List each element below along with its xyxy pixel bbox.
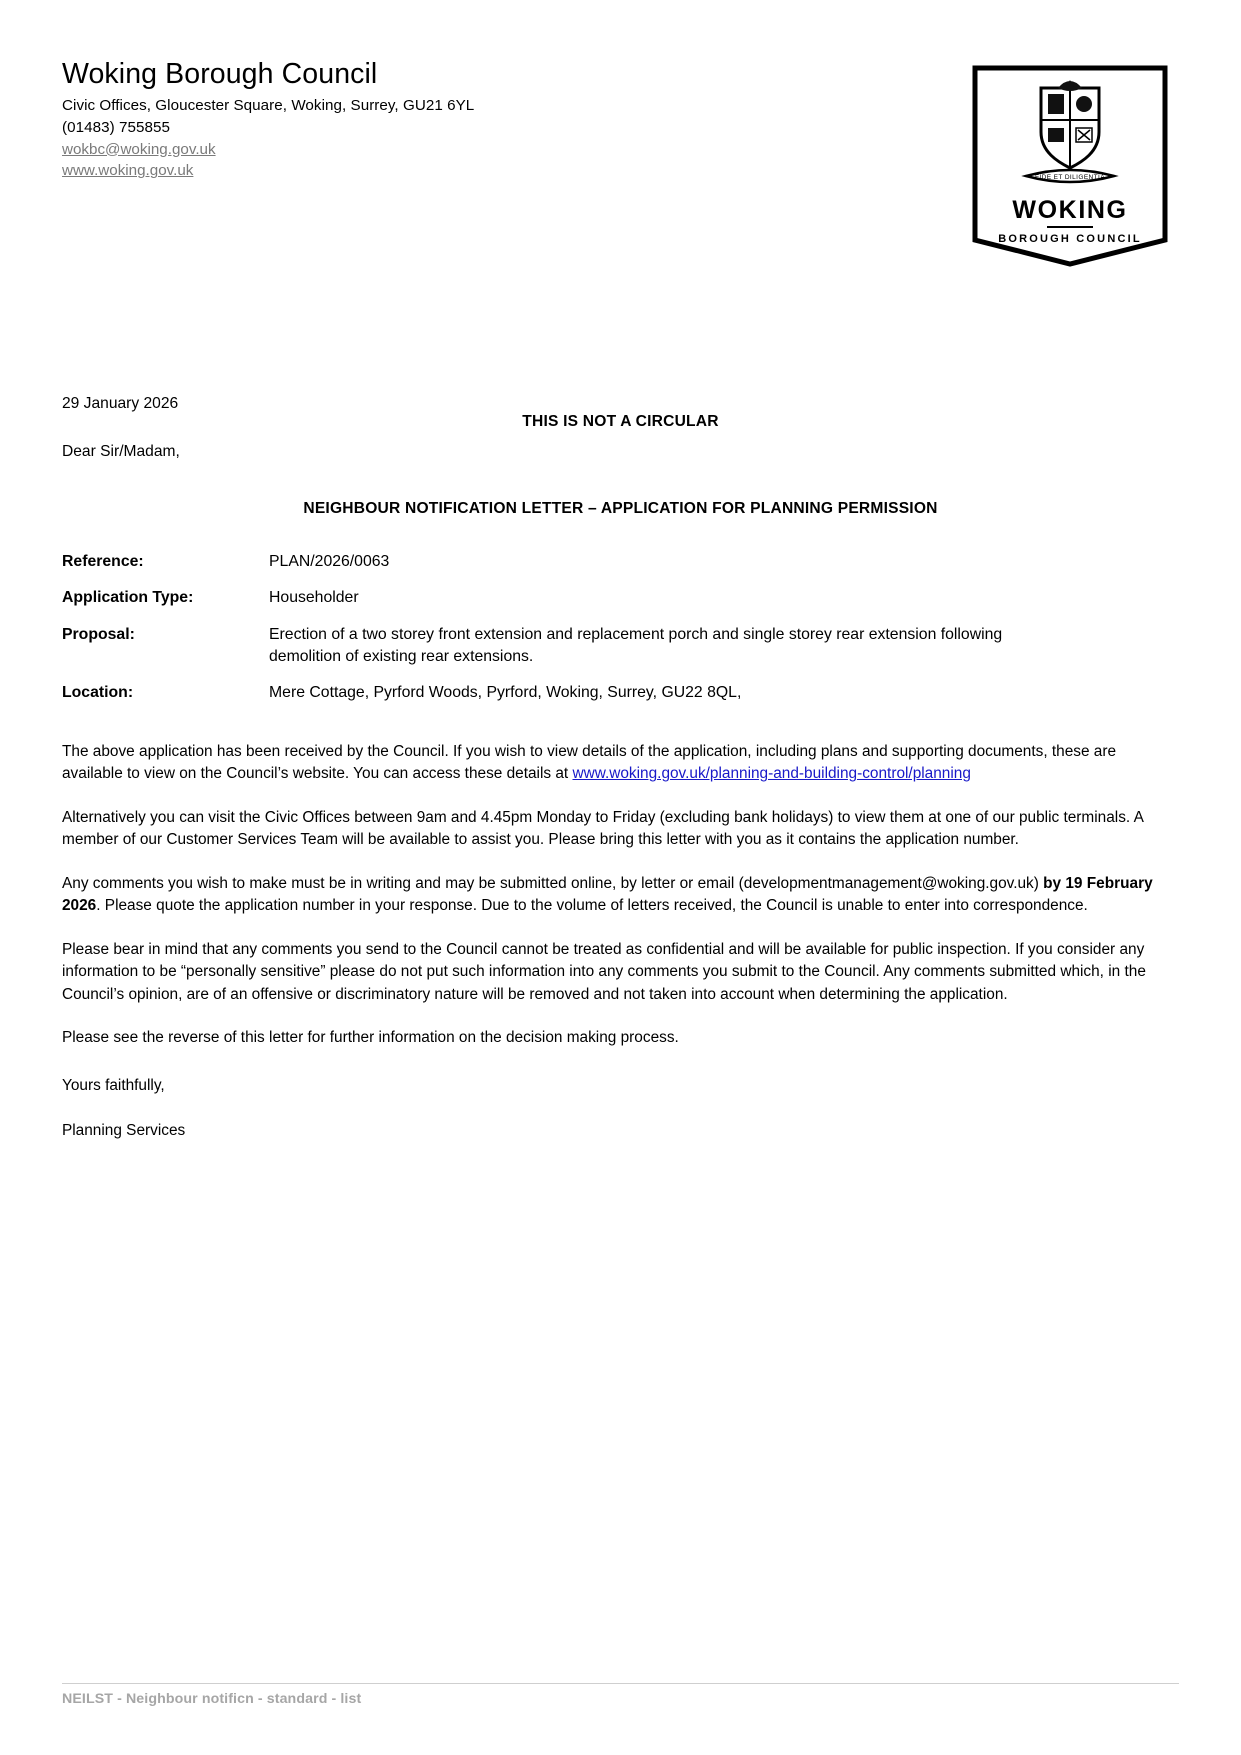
reference-label: Reference:	[62, 552, 144, 570]
reference-value: PLAN/2026/0063	[269, 552, 390, 570]
application-type-value: Householder	[269, 589, 359, 607]
location-value: Mere Cottage, Pyrford Woods, Pyrford, Woking, Surrey, GU22 8QL,	[269, 684, 742, 702]
letter-date: 29 January 2026	[62, 395, 179, 412]
proposal-value: Erection of a two storey front extension and replacement porch and single storey rear extension following demolition of existing rear extensions.	[269, 625, 1003, 666]
paragraph-civic-offices: Alternatively you can visit the Civic Offices between 9am and 4.45pm Monday to Friday (excluding bank holidays) to view them at one of our public terminals. A member of our Customer Services Team will be available to assist you. Please bring this letter with you as it contains the application number.	[62, 808, 1144, 849]
paragraph-3-text-before: Any comments you wish to make must be in writing and may be submitted online, by letter or email (developmentmanagement@woking.gov.uk)	[62, 874, 1044, 892]
footer-reference-code: NEILST - Neighbour notificn - standard - list	[62, 1691, 362, 1707]
organisation-website-link[interactable]: www.woking.gov.uk	[62, 162, 194, 180]
comments-deadline-date: by 19 February 2026	[62, 874, 1153, 915]
council-crest-logo	[971, 64, 1169, 268]
footer-divider	[62, 1683, 1179, 1684]
table-row	[62, 624, 1179, 683]
table-row	[62, 551, 1179, 587]
date-and-notice-row	[62, 392, 1179, 430]
letter-body	[62, 392, 1179, 1142]
salutation: Dear Sir/Madam,	[62, 443, 180, 460]
application-details-table	[62, 551, 1179, 719]
svg-text:FIDE ET DILIGENTIA: FIDE ET DILIGENTIA	[1035, 174, 1105, 181]
paragraph-application-received	[62, 741, 1179, 786]
location-label: Location:	[62, 684, 134, 702]
sign-off: Yours faithfully,	[62, 1076, 165, 1094]
svg-text:BOROUGH COUNCIL: BOROUGH COUNCIL	[998, 233, 1142, 245]
paragraph-3-text-after: . Please quote the application number in your response. Due to the volume of letters received, the Council is unable to enter into correspondence.	[96, 897, 1088, 915]
paragraph-reverse-note: Please see the reverse of this letter for further information on the decision making process.	[62, 1029, 679, 1047]
letter-subject: NEIGHBOUR NOTIFICATION LETTER – APPLICATION FOR PLANNING PERMISSION	[303, 500, 938, 518]
organisation-address: Civic Offices, Gloucester Square, Woking, Surrey, GU21 6YL	[62, 96, 475, 114]
svg-text:WOKING: WOKING	[1012, 196, 1128, 224]
planning-website-link[interactable]: www.woking.gov.uk/planning-and-building-control/planning	[572, 765, 971, 783]
table-row	[62, 682, 1179, 718]
paragraph-confidentiality: Please bear in mind that any comments you send to the Council cannot be treated as confidential and will be available for public inspection. If you consider any information to be “personally sensitive” please do not put such information into any comments you submit to the Council. Any comments submitted which, in the Council’s opinion, are of an offensive or discriminatory nature will be removed and not taken into account when determining the application.	[62, 940, 1146, 1003]
circular-notice: THIS IS NOT A CIRCULAR	[522, 413, 719, 430]
proposal-label: Proposal:	[62, 625, 135, 643]
table-row	[62, 587, 1179, 623]
organisation-phone: (01483) 755855	[62, 118, 170, 136]
paragraph-1-text: The above application has been received by the Council. If you wish to view details of the application, including plans and supporting documents, these are available to view on the Council’s website. You can access these details at	[62, 742, 1117, 783]
sender-name: Planning Services	[62, 1121, 186, 1139]
organisation-name: Woking Borough Council	[62, 58, 378, 90]
letterhead	[62, 58, 1179, 288]
page-footer	[62, 1683, 1179, 1707]
organisation-email-link[interactable]: wokbc@woking.gov.uk	[62, 140, 216, 158]
application-type-label: Application Type:	[62, 589, 194, 607]
paragraph-comments-deadline	[62, 873, 1179, 918]
